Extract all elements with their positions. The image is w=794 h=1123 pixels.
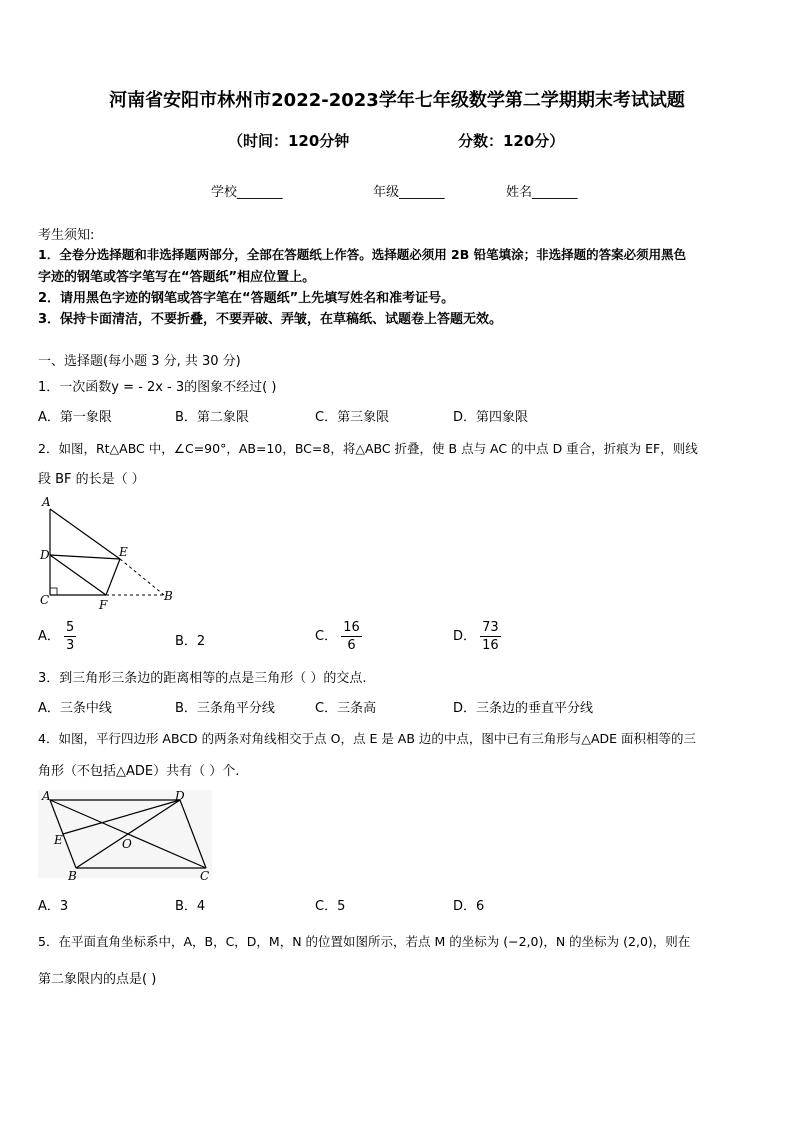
time-label: （时间：120分钟 — [228, 132, 350, 150]
label-o: O — [122, 837, 132, 851]
label-b: B — [164, 589, 173, 603]
q4-option-c[interactable]: C．5 — [315, 899, 346, 914]
question-2-line2: 段 BF 的长是（ ） — [38, 472, 145, 487]
question-2-line1: 2．如图，Rt△ABC 中，∠C=90°，AB=10，BC=8，将△ABC 折叠，使 B 点与 AC 的中点 D 重合，折痕为 EF，则线 — [38, 441, 698, 456]
label-a: A — [42, 789, 51, 803]
name-field: 姓名_______ — [506, 185, 578, 200]
page-title: 河南省安阳市林州市2022-2023学年七年级数学第二学期期末考试试题 — [109, 90, 685, 111]
triangle-fold-figure — [36, 492, 186, 616]
notice-item: 2．请用黑色字迹的钢笔或答字笔在“答题纸”上先填写姓名和准考证号。 — [38, 291, 455, 306]
q2-option-b[interactable]: B．2 — [175, 634, 206, 649]
notice-item: 1．全卷分选择题和非选择题两部分，全部在答题纸上作答。选择题必须用 2B 铅笔填涂；非选择题的答案必须用黑色 — [38, 247, 687, 262]
q3-option-b[interactable]: B．三条角平分线 — [175, 701, 275, 716]
q2-option-c[interactable]: C． $\frac{16}{6}$ — [315, 620, 360, 653]
question-1-stem: 1．一次函数y = - 2x - 3的图象不经过( ) — [38, 380, 277, 395]
label-d: D — [175, 789, 185, 803]
label-b: B — [68, 869, 77, 883]
question-4-line2: 角形（不包括△ADE）共有（ ）个. — [38, 764, 240, 779]
label-c: C — [200, 869, 210, 883]
notice-item: 字迹的钢笔或答字笔写在“答题纸”相应位置上。 — [38, 270, 316, 285]
label-c: C — [40, 593, 50, 607]
notice-heading: 考生须知: — [38, 228, 95, 243]
label-f: F — [99, 598, 108, 612]
question-5-line1: 5．在平面直角坐标系中，A，B，C，D，M，N 的位置如图所示，若点 M 的坐标为 (−2,0)，N 的坐标为 (2,0)，则在 — [38, 934, 691, 949]
notice-item: 3．保持卡面清洁，不要折叠，不要弄破、弄皱，在草稿纸、试题卷上答题无效。 — [38, 312, 503, 327]
score-label: 分数：120分） — [458, 132, 565, 150]
label-d: D — [40, 548, 50, 562]
q1-option-a[interactable]: A．第一象限 — [38, 410, 112, 425]
parallelogram-figure — [36, 784, 220, 884]
q1-option-d[interactable]: D．第四象限 — [453, 410, 529, 425]
q1-option-b[interactable]: B．第二象限 — [175, 410, 249, 425]
q4-option-b[interactable]: B．4 — [175, 899, 206, 914]
q3-option-a[interactable]: A．三条中线 — [38, 701, 112, 716]
label-e: E — [119, 545, 128, 559]
grade-field: 年级_______ — [373, 185, 445, 200]
q2-option-a[interactable]: A． $\frac{5}{3}$ — [38, 620, 75, 653]
q4-option-d[interactable]: D．6 — [453, 899, 485, 914]
question-5-line2: 第二象限内的点是( ) — [38, 972, 157, 987]
q3-option-c[interactable]: C．三条高 — [315, 701, 377, 716]
question-4-line1: 4．如图，平行四边形 ABCD 的两条对角线相交于点 O，点 E 是 AB 边的中点，图中已有三角形与△ADE 面积相等的三 — [38, 731, 697, 746]
q4-option-a[interactable]: A．3 — [38, 899, 69, 914]
q2-option-d[interactable]: D． $\frac{73}{16}$ — [453, 620, 499, 653]
section-heading: 一、选择题(每小题 3 分, 共 30 分) — [38, 354, 241, 369]
label-e: E — [54, 833, 63, 847]
question-3-stem: 3．到三角形三条边的距离相等的点是三角形（ ）的交点. — [38, 671, 367, 686]
q3-option-d[interactable]: D．三条边的垂直平分线 — [453, 701, 594, 716]
label-a: A — [42, 495, 51, 509]
school-field: 学校_______ — [211, 185, 283, 200]
q1-option-c[interactable]: C．第三象限 — [315, 410, 390, 425]
